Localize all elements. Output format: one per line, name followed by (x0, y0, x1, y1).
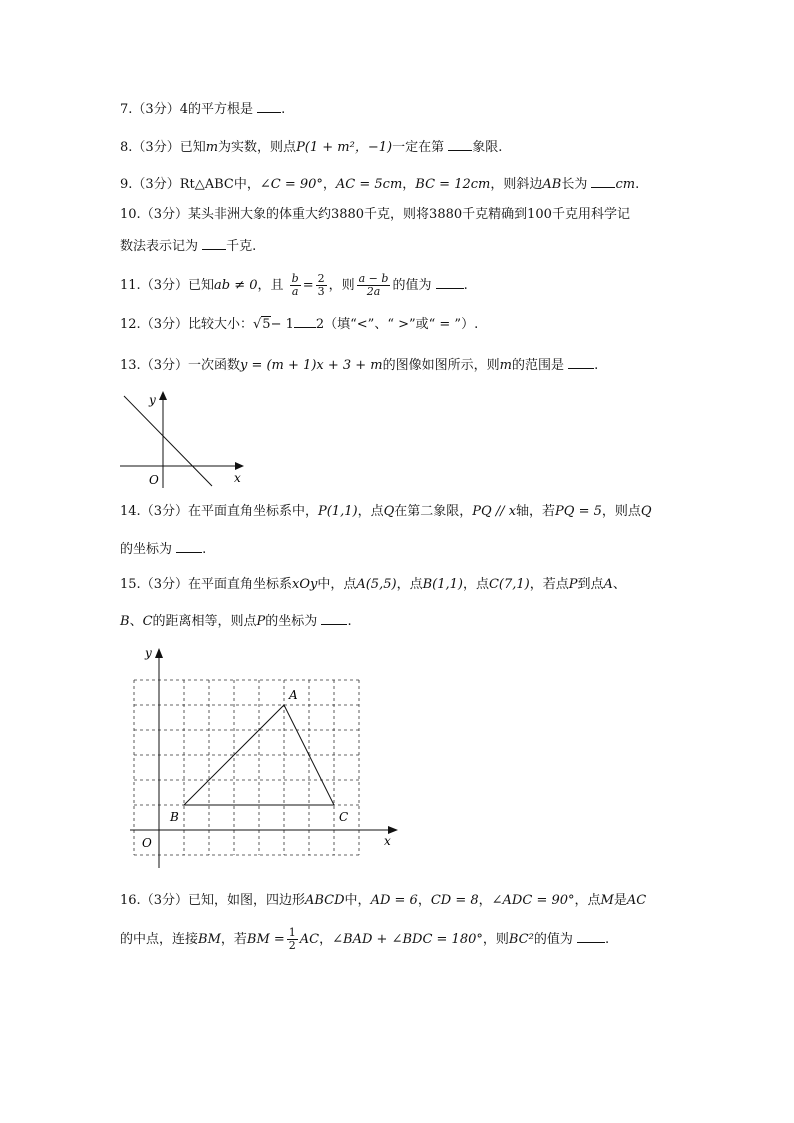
math-expr: AD = 6 (370, 893, 418, 908)
math-expr: − 1 (270, 317, 294, 332)
question-16-line-2: 的中点，连接BM，若BM = $\frac{1}{2}$ AC，∠BAD + ∠BDC = 180°，则BC²的值为 . (120, 926, 610, 952)
math-var: P (568, 577, 578, 592)
vertex-label-b: B (170, 810, 179, 824)
question-text: ，则斜边 (490, 177, 543, 192)
question-text: ，若 (220, 932, 247, 947)
question-number: 16 (120, 893, 137, 908)
answer-blank[interactable] (202, 237, 226, 250)
question-text: ，点 (396, 577, 423, 592)
fraction-2-over-3 (316, 273, 327, 298)
answer-blank[interactable] (321, 612, 347, 625)
question-8: 8.（3分）已知m为实数，则点P(1 + m²，−1)一定在第 象限. (120, 140, 503, 155)
x-axis-label: x (384, 834, 391, 848)
answer-blank[interactable] (448, 138, 472, 151)
math-expr: ∠C = 90° (259, 177, 323, 192)
question-text: 、 (129, 614, 143, 629)
question-14-line-2: 的坐标为 . (120, 542, 207, 557)
question-text: 、 (612, 577, 626, 592)
question-text: 到点 (577, 577, 604, 592)
question-text: 的范围是 (511, 358, 564, 373)
question-9: 9.（3分）Rt△ABC中，∠C = 90°，AC = 5cm，BC = 12cm，则斜边AB长为 cm. (120, 177, 640, 192)
question-score: （3分） (140, 358, 188, 373)
math-operator: = (302, 278, 314, 293)
question-13: 13.（3分）一次函数y = (m + 1)x + 3 + m的图像如图所示，则m的范围是 . (120, 358, 599, 373)
math-expr: ∠ADC = 90° (491, 893, 575, 908)
math-var: B (120, 614, 130, 629)
question-text: 在平面直角坐标系中， (187, 504, 318, 519)
question-text: 已知 (187, 278, 214, 293)
question-text: ，点 (462, 577, 489, 592)
figure-13-linear-function-graph (118, 388, 250, 490)
answer-blank[interactable] (436, 276, 464, 289)
fraction-denominator: 2a (366, 285, 381, 298)
question-number: 13 (120, 358, 137, 373)
question-text: 2（填“<”、“ >”或“ = ”）. (315, 317, 479, 332)
math-expr: P(1 + m²，−1) (296, 140, 393, 155)
y-axis-arrow (155, 648, 163, 658)
math-var: Q (383, 504, 395, 519)
question-text: ， (478, 893, 492, 908)
x-axis-arrow (388, 826, 398, 834)
y-axis-arrow (159, 391, 167, 400)
vertex-label-a: A (289, 688, 298, 702)
question-number: 7 (120, 102, 129, 117)
answer-blank[interactable] (176, 540, 202, 553)
question-text: ，则 (328, 278, 355, 293)
question-score: （3分） (132, 140, 180, 155)
math-var: m (499, 358, 512, 373)
fraction-numerator: 1 (288, 926, 296, 939)
fraction-denominator: a (291, 285, 299, 298)
math-unit: cm (615, 177, 636, 192)
question-text: 千克. (226, 239, 257, 254)
question-text: Rt△ABC中， (179, 177, 260, 192)
question-number: 12 (120, 317, 137, 332)
question-text: 象限. (472, 140, 503, 155)
x-axis-arrow (235, 462, 244, 470)
fraction-denominator: 2 (288, 939, 296, 952)
question-7: 7.（3分）4的平方根是 . (120, 102, 286, 117)
question-15-line-2: B、C的距离相等，则点P的坐标为 . (120, 614, 352, 629)
question-number: 15 (120, 577, 137, 592)
question-11: 11.（3分）已知ab ≠ 0，且 $\frac{b}{a}$ = $\frac{2}{3}$ ，则 $\frac{a - b}{2a}$ 的值为 . (120, 272, 468, 298)
math-expr: BM = (246, 932, 285, 947)
question-score: （3分） (140, 504, 188, 519)
math-expr: ∠BAD + ∠BDC = 180° (332, 932, 483, 947)
math-expr: y = (m + 1)x + 3 + m (239, 358, 383, 373)
math-var: xOy (291, 577, 318, 592)
question-text: 比较大小： (187, 317, 253, 332)
question-text: 在第二象限， (394, 504, 473, 519)
question-number: 10 (120, 207, 137, 222)
question-text: ，则 (482, 932, 509, 947)
question-12: 12.（3分）比较大小：√5− 1 2（填“<”、“ >”或“ = ”）. (120, 317, 479, 332)
question-text: ， (322, 177, 336, 192)
question-text: 数法表示记为 (120, 239, 199, 254)
question-text: 已知，如图，四边形 (187, 893, 305, 908)
dashed-grid (134, 680, 359, 855)
question-text: 的距离相等，则点 (152, 614, 257, 629)
question-text: 中， (344, 893, 371, 908)
radicand: 5 (262, 317, 271, 332)
math-var: M (600, 893, 614, 908)
fraction-expression (357, 273, 391, 298)
math-var: BM (198, 932, 221, 947)
question-score: （3分） (132, 102, 180, 117)
answer-blank[interactable] (591, 175, 615, 188)
figure-15-coordinate-grid (130, 642, 402, 870)
math-expr: PQ // x (472, 504, 517, 519)
question-text: ，点 (574, 893, 601, 908)
question-score: （3分） (140, 893, 188, 908)
math-expr: P(1,1) (317, 504, 358, 519)
answer-blank[interactable] (577, 930, 605, 943)
question-text: ， (319, 932, 333, 947)
question-text: ，若点 (529, 577, 569, 592)
math-expr: PQ = 5 (555, 504, 602, 519)
y-axis-label: y (149, 393, 156, 407)
question-text: 一定在第 (392, 140, 445, 155)
question-number: 11 (120, 278, 137, 293)
math-expr: BC² (508, 932, 534, 947)
question-text: 中，点 (317, 577, 357, 592)
math-expr: B(1,1) (422, 577, 463, 592)
question-14-line-1: 14.（3分）在平面直角坐标系中，P(1,1)，点Q在第二象限，PQ // x轴，若PQ = 5，则点Q (120, 504, 652, 519)
question-text: ， (417, 893, 431, 908)
math-var: P (256, 614, 266, 629)
question-text: ，且 (257, 278, 284, 293)
math-var: AB (542, 177, 562, 192)
question-10-line-1: 10.（3分）某头非洲大象的体重大约3880千克，则将3880千克精确到100千克用科学记 (120, 207, 630, 222)
question-number: 9 (120, 177, 129, 192)
math-var: m (205, 140, 219, 155)
origin-label: O (149, 473, 159, 487)
question-text: 是 (613, 893, 627, 908)
y-axis-label: y (145, 646, 152, 660)
question-text: 轴，若 (516, 504, 556, 519)
question-15-line-1: 15.（3分）在平面直角坐标系xOy中，点A(5,5)，点B(1,1)，点C(7,1)，若点P到点A、 (120, 577, 626, 592)
question-number: 8 (120, 140, 129, 155)
math-var: AC (626, 893, 647, 908)
fraction-b-over-a (290, 273, 301, 298)
question-text: 的图像如图所示，则 (382, 358, 500, 373)
question-text: 为实数，则点 (218, 140, 297, 155)
fraction-numerator: b (291, 272, 299, 285)
question-score: （3分） (140, 577, 188, 592)
question-text: 的坐标为 (120, 542, 173, 557)
math-var: C (142, 614, 153, 629)
question-text: 在平面直角坐标系 (187, 577, 292, 592)
math-expr: CD = 8 (430, 893, 479, 908)
question-text: ， (402, 177, 416, 192)
question-text: 一次函数 (187, 358, 240, 373)
fraction-numerator: 2 (317, 272, 325, 285)
math-expr: C(7,1) (488, 577, 530, 592)
question-text: ，则点 (601, 504, 641, 519)
question-text: 4的平方根是 (179, 102, 253, 117)
question-score: （3分） (140, 278, 188, 293)
question-text: 长为 (561, 177, 588, 192)
fraction-numerator: a − b (358, 272, 389, 285)
origin-label: O (142, 836, 152, 850)
answer-blank[interactable] (294, 315, 316, 328)
question-number: 14 (120, 504, 137, 519)
question-10-line-2 (120, 237, 256, 257)
answer-blank[interactable] (568, 356, 594, 369)
answer-blank[interactable] (257, 100, 281, 113)
function-line (124, 396, 212, 486)
x-axis-label: x (234, 471, 241, 485)
question-text: 的值为 (533, 932, 573, 947)
math-var: AC (299, 932, 320, 947)
fraction-one-half (287, 927, 298, 952)
math-expr: ab ≠ 0 (213, 278, 258, 293)
vertex-label-c: C (339, 810, 349, 824)
math-var: Q (640, 504, 652, 519)
fraction-denominator: 3 (317, 285, 325, 298)
question-16-line-1: 16.（3分）已知，如图，四边形ABCD中，AD = 6，CD = 8，∠ADC = 90°，点M是AC (120, 893, 647, 908)
question-score: （3分） (140, 207, 188, 222)
math-expr: A(5,5) (356, 577, 397, 592)
question-text: 的坐标为 (265, 614, 318, 629)
question-score: （3分） (132, 177, 180, 192)
question-text: 已知 (179, 140, 206, 155)
question-score: （3分） (140, 317, 188, 332)
math-var: ABCD (304, 893, 345, 908)
question-text: 的中点，连接 (120, 932, 199, 947)
question-text: ，点 (357, 504, 384, 519)
math-expr: AC = 5cm (335, 177, 403, 192)
math-expr: BC = 12cm (415, 177, 491, 192)
question-text: 的值为 (392, 278, 432, 293)
math-var: A (603, 577, 613, 592)
question-text: 某头非洲大象的体重大约3880千克，则将3880千克精确到100千克用科学记 (187, 207, 630, 222)
